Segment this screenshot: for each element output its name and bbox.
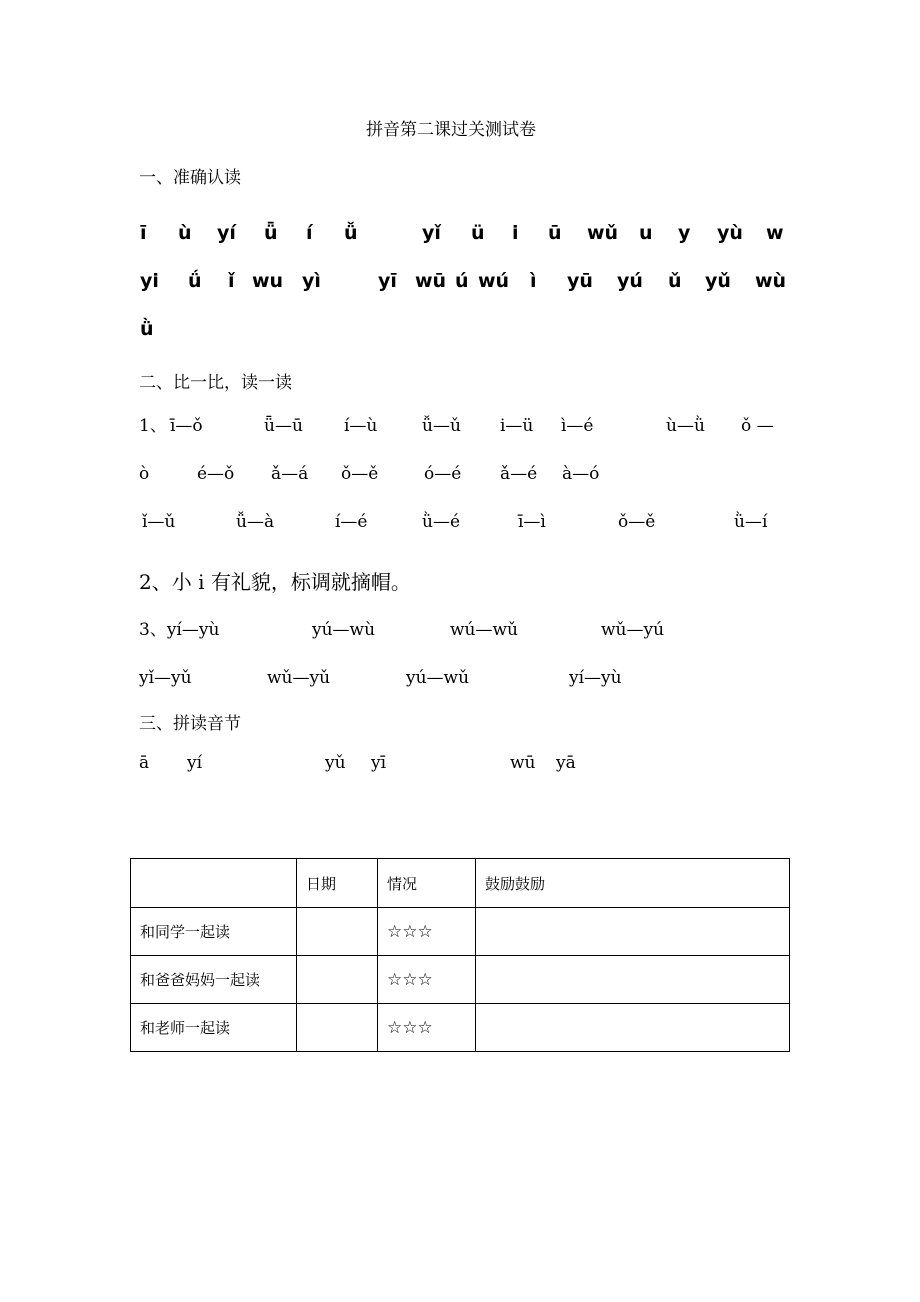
star-rating[interactable]: ☆☆☆ bbox=[378, 1004, 476, 1052]
row-label: 和老师一起读 bbox=[131, 1004, 297, 1052]
compare-pair: yí—yù bbox=[569, 668, 622, 688]
compare-pair: ǒ—ě bbox=[618, 512, 656, 532]
header-cell-blank bbox=[131, 859, 297, 908]
compare-pair: í—é bbox=[335, 512, 368, 532]
pinyin-item: ǜ bbox=[140, 318, 154, 340]
table-row bbox=[131, 908, 790, 956]
header-cell-date: 日期 bbox=[297, 859, 378, 908]
compare-pair: i—ü bbox=[500, 416, 534, 436]
date-cell[interactable] bbox=[297, 1004, 378, 1052]
pinyin-item: yi bbox=[140, 270, 159, 292]
syllable: yā bbox=[556, 753, 576, 773]
compare-pair: ǎ—á bbox=[271, 464, 309, 484]
compare-pair: ǎ—é bbox=[500, 464, 538, 484]
compare-pair: ī—ǒ bbox=[170, 416, 203, 436]
header-cell-encourage: 鼓励鼓励 bbox=[476, 859, 790, 908]
star-rating[interactable]: ☆☆☆ bbox=[378, 956, 476, 1004]
header-cell-status: 情况 bbox=[378, 859, 476, 908]
syllable: ā bbox=[139, 753, 150, 773]
compare-pair: ò bbox=[139, 464, 150, 484]
pinyin-item: ǔ bbox=[668, 270, 682, 292]
encourage-cell[interactable] bbox=[476, 1004, 790, 1052]
tone-rule: 2、小 i 有礼貌，标调就摘帽。 bbox=[139, 570, 411, 594]
syllable: wū bbox=[510, 753, 536, 773]
syllable: yī bbox=[371, 753, 387, 773]
section1-heading: 一、准确认读 bbox=[139, 168, 241, 188]
reading-record-table bbox=[130, 858, 790, 1052]
pinyin-item: wǔ bbox=[587, 222, 619, 244]
pinyin-item: ǖ bbox=[264, 222, 278, 244]
pinyin-item: í bbox=[306, 222, 313, 244]
pinyin-item: ū bbox=[548, 222, 562, 244]
pinyin-item: yí bbox=[217, 222, 236, 244]
syllable: yí bbox=[187, 753, 203, 773]
compare-pair: ī—ì bbox=[518, 512, 546, 532]
row-label: 和同学一起读 bbox=[131, 908, 297, 956]
pinyin-item: y bbox=[678, 222, 691, 244]
compare-pair: à—ó bbox=[562, 464, 600, 484]
pinyin-item: wū bbox=[415, 270, 447, 292]
table-row bbox=[131, 1004, 790, 1052]
compare-pair: ǒ—ě bbox=[341, 464, 379, 484]
compare-pair: ì—é bbox=[561, 416, 594, 436]
compare-pair: ǖ—ū bbox=[264, 416, 303, 436]
encourage-cell[interactable] bbox=[476, 956, 790, 1004]
pinyin-item: wù bbox=[755, 270, 787, 292]
compare-pair: wǔ—yú bbox=[601, 620, 665, 640]
pinyin-item: ú bbox=[455, 270, 469, 292]
compare-pair: é—ǒ bbox=[197, 464, 235, 484]
compare-pair: yǐ—yǔ bbox=[139, 668, 192, 688]
compare-pair: wú—wǔ bbox=[450, 620, 518, 640]
pinyin-item: ü bbox=[471, 222, 485, 244]
pinyin-item: ǚ bbox=[344, 222, 358, 244]
compare-pair: yú—wǔ bbox=[406, 668, 470, 688]
star-rating[interactable]: ☆☆☆ bbox=[378, 908, 476, 956]
compare-pair: ó—é bbox=[424, 464, 462, 484]
section3-heading: 三、拼读音节 bbox=[139, 714, 241, 734]
pinyin-item: yì bbox=[302, 270, 321, 292]
table-header-row bbox=[131, 859, 790, 908]
compare-pair: ǚ—à bbox=[236, 512, 275, 532]
pinyin-item: ù bbox=[178, 222, 192, 244]
compare-pair: í—ù bbox=[344, 416, 378, 436]
pinyin-item: wu bbox=[252, 270, 284, 292]
pinyin-item: yī bbox=[378, 270, 397, 292]
pinyin-item: yù bbox=[717, 222, 743, 244]
pinyin-item: ì bbox=[530, 270, 537, 292]
pinyin-item: wú bbox=[478, 270, 510, 292]
pinyin-item: yǐ bbox=[422, 222, 441, 244]
pinyin-item: yǔ bbox=[705, 270, 731, 292]
date-cell[interactable] bbox=[297, 908, 378, 956]
compare-pair: wǔ—yǔ bbox=[267, 668, 331, 688]
compare-pair: ǒ — bbox=[741, 416, 774, 436]
table-row bbox=[131, 956, 790, 1004]
date-cell[interactable] bbox=[297, 956, 378, 1004]
compare-pair: yú—wù bbox=[312, 620, 376, 640]
pinyin-item: yū bbox=[567, 270, 593, 292]
pinyin-item: yú bbox=[617, 270, 643, 292]
compare-pair: ǜ—í bbox=[734, 512, 768, 532]
page-title: 拼音第二课过关测试卷 bbox=[366, 120, 536, 140]
row-label: 和爸爸妈妈一起读 bbox=[131, 956, 297, 1004]
item-number: 1、 bbox=[139, 416, 167, 436]
encourage-cell[interactable] bbox=[476, 908, 790, 956]
pinyin-item: w bbox=[766, 222, 784, 244]
pinyin-item: ǘ bbox=[188, 270, 202, 292]
section2-heading: 二、比一比，读一读 bbox=[139, 373, 292, 393]
compare-pair: ǚ—ǔ bbox=[422, 416, 461, 436]
compare-pair: ù—ǜ bbox=[666, 416, 705, 436]
compare-pair: ǐ—ǔ bbox=[142, 512, 176, 532]
pinyin-item: ī bbox=[140, 222, 147, 244]
compare-pair: 3、yí—yù bbox=[139, 620, 220, 640]
compare-pair: ǜ—é bbox=[422, 512, 461, 532]
pinyin-item: ǐ bbox=[228, 270, 235, 292]
pinyin-item: i bbox=[512, 222, 519, 244]
syllable: yǔ bbox=[325, 753, 346, 773]
pinyin-item: u bbox=[639, 222, 653, 244]
